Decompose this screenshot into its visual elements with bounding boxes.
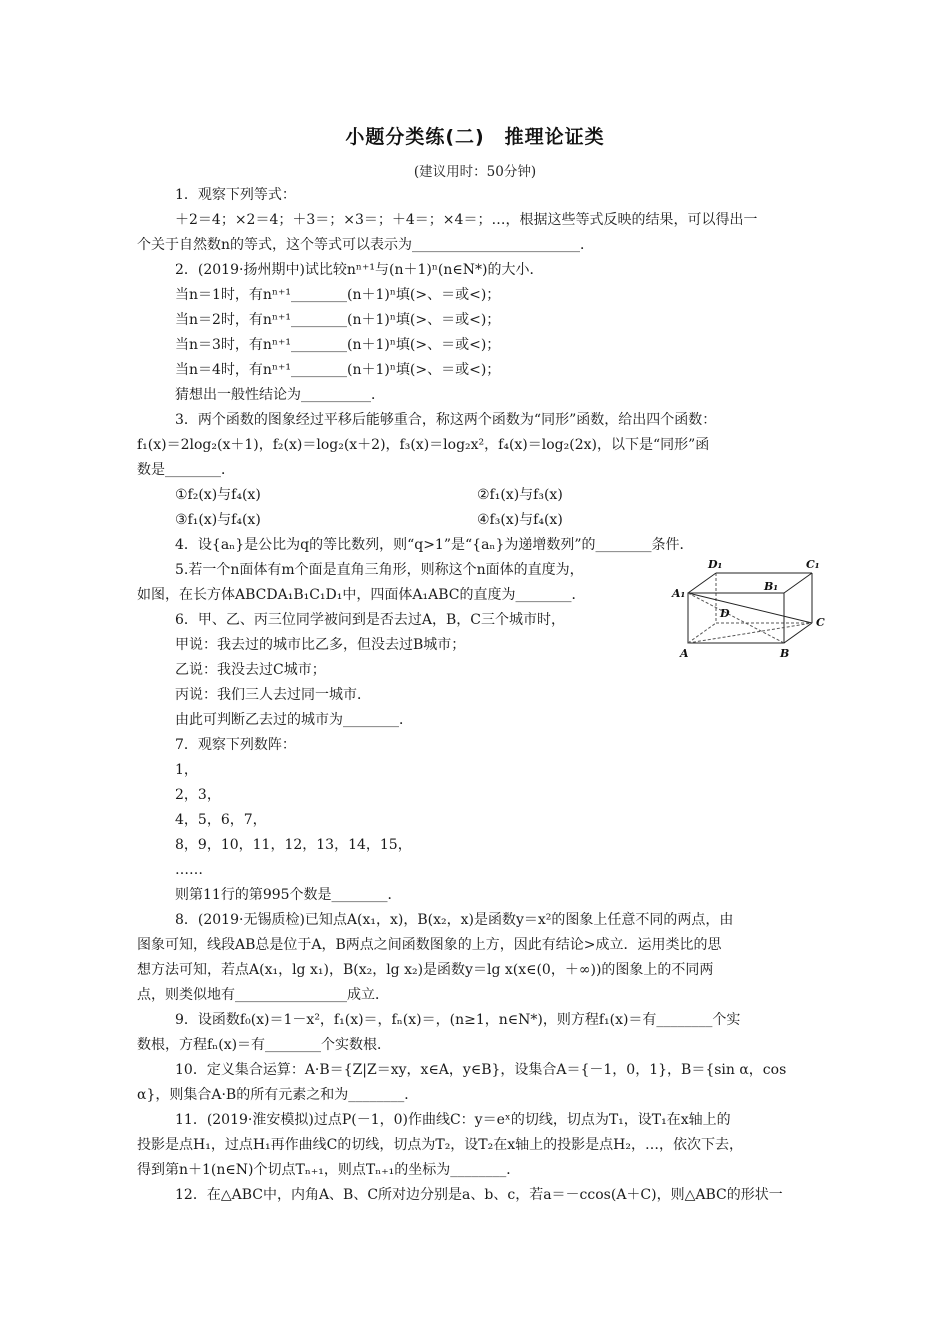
text-line: 点，则类似地有________________成立． [137, 987, 389, 1003]
text-line: 7．观察下列数阵： [175, 737, 296, 753]
text-line: 2．(2019·扬州期中)试比较nⁿ⁺¹与(n＋1)ⁿ(n∈N*)的大小． [175, 262, 544, 278]
option-3: ③f₁(x)与f₄(x) [175, 512, 261, 528]
label-a: A [680, 647, 689, 660]
text-line: 2，3， [175, 787, 221, 803]
text-line: 4，5，6，7， [175, 812, 267, 828]
text-line: 数根，方程fₙ(x)＝有________个实数根． [137, 1037, 392, 1053]
text-line: 5.若一个n面体有m个面是直角三角形，则称这个n面体的直度为， [175, 562, 584, 578]
page-title: 小题分类练(二) 推理论证类 [345, 126, 605, 148]
label-b: B [780, 647, 790, 660]
text-line: 1．观察下列等式： [175, 187, 296, 203]
label-b1: B₁ [764, 580, 779, 593]
label-c: C [816, 616, 825, 629]
text-line: 当n＝3时，有nⁿ⁺¹________(n＋1)ⁿ填(>、＝或<)； [175, 337, 501, 353]
text-line: 投影是点H₁，过点H₁再作曲线C的切线，切点为T₂，设T₂在x轴上的投影是点H₂，…，依次下去， [137, 1137, 743, 1153]
option-1: ①f₂(x)与f₄(x) [175, 487, 261, 503]
text-line: 想方法可知，若点A(x₁，lg x₁)，B(x₂，lg x₂)是函数y＝lg x(x∈(0，＋∞))的图象上的不同两 [137, 962, 714, 978]
text-line: 丙说：我们三人去过同一城市． [175, 687, 371, 703]
label-d1: D₁ [708, 558, 723, 571]
text-line: 数是________． [137, 462, 235, 478]
text-line: 6．甲、乙、丙三位同学被问到是否去过A，B，C三个城市时， [175, 612, 566, 628]
cuboid-figure [668, 553, 828, 663]
page-subtitle: (建议用时：50分钟) [413, 164, 537, 180]
text-line: 图象可知，线段AB总是位于A，B两点之间函数图象的上方，因此有结论>成立．运用类比的思 [137, 937, 722, 953]
text-line: α}，则集合A·B的所有元素之和为________． [137, 1087, 419, 1103]
text-line: …… [175, 862, 203, 878]
text-line: 乙说：我没去过C城市； [175, 662, 326, 678]
text-line: 猜想出一般性结论为__________． [175, 387, 385, 403]
text-line: 如图，在长方体ABCDA₁B₁C₁D₁中，四面体A₁ABC的直度为________． [137, 587, 586, 603]
text-line: 8．(2019·无锡质检)已知点A(x₁，x)，B(x₂，x)是函数y＝x²的图象上任意不同的两点，由 [175, 912, 734, 928]
text-line: 得到第n＋1(n∈N)个切点Tₙ₊₁，则点Tₙ₊₁的坐标为________． [137, 1162, 521, 1178]
text-line: 当n＝4时，有nⁿ⁺¹________(n＋1)ⁿ填(>、＝或<)； [175, 362, 501, 378]
text-line: 1， [175, 762, 198, 778]
text-line: 则第11行的第995个数是________． [175, 887, 402, 903]
text-line: 当n＝1时，有nⁿ⁺¹________(n＋1)ⁿ填(>、＝或<)； [175, 287, 501, 303]
text-line: 由此可判断乙去过的城市为________． [175, 712, 413, 728]
text-line: 10．定义集合运算：A·B＝{Z|Z＝xy，x∈A，y∈B}，设集合A＝{－1，0，1}，B＝{sin α，cos [175, 1062, 787, 1078]
label-a1: A₁ [672, 587, 686, 600]
text-line: 8，9，10，11，12，13，14，15， [175, 837, 412, 853]
text-line: 11．(2019·淮安模拟)过点P(－1，0)作曲线C：y＝eˣ的切线，切点为T₁，设T₁在x轴上的 [175, 1112, 731, 1128]
text-line: f₁(x)＝2log₂(x＋1)，f₂(x)＝log₂(x＋2)，f₃(x)＝log₂x²，f₄(x)＝log₂(2x)，以下是“同形”函 [137, 437, 710, 453]
text-line: 个关于自然数n的等式，这个等式可以表示为________________________． [137, 237, 595, 253]
text-line: 3．两个函数的图象经过平移后能够重合，称这两个函数为“同形”函数，给出四个函数： [175, 412, 717, 428]
text-line: 4．设{aₙ}是公比为q的等比数列，则“q>1”是“{aₙ}为递增数列”的________条件． [175, 537, 694, 553]
text-line: 甲说：我去过的城市比乙多，但没去过B城市； [175, 637, 466, 653]
label-c1: C₁ [806, 558, 820, 571]
text-line: 9．设函数f₀(x)＝1－x²，f₁(x)＝，fₙ(x)＝，(n≥1，n∈N*)，则方程f₁(x)＝有________个实 [175, 1012, 741, 1028]
text-line: 当n＝2时，有nⁿ⁺¹________(n＋1)ⁿ填(>、＝或<)； [175, 312, 501, 328]
label-d: D [720, 607, 730, 620]
option-4: ④f₃(x)与f₄(x) [477, 512, 563, 528]
text-line: 12．在△ABC中，内角A、B、C所对边分别是a、b、c，若a＝－ccos(A＋C)，则△ABC的形状一 [175, 1187, 783, 1203]
text-line: ＋2＝4；×2＝4；＋3＝；×3＝；＋4＝；×4＝；…，根据这些等式反映的结果，可以得出一 [175, 212, 758, 228]
option-2: ②f₁(x)与f₃(x) [477, 487, 563, 503]
